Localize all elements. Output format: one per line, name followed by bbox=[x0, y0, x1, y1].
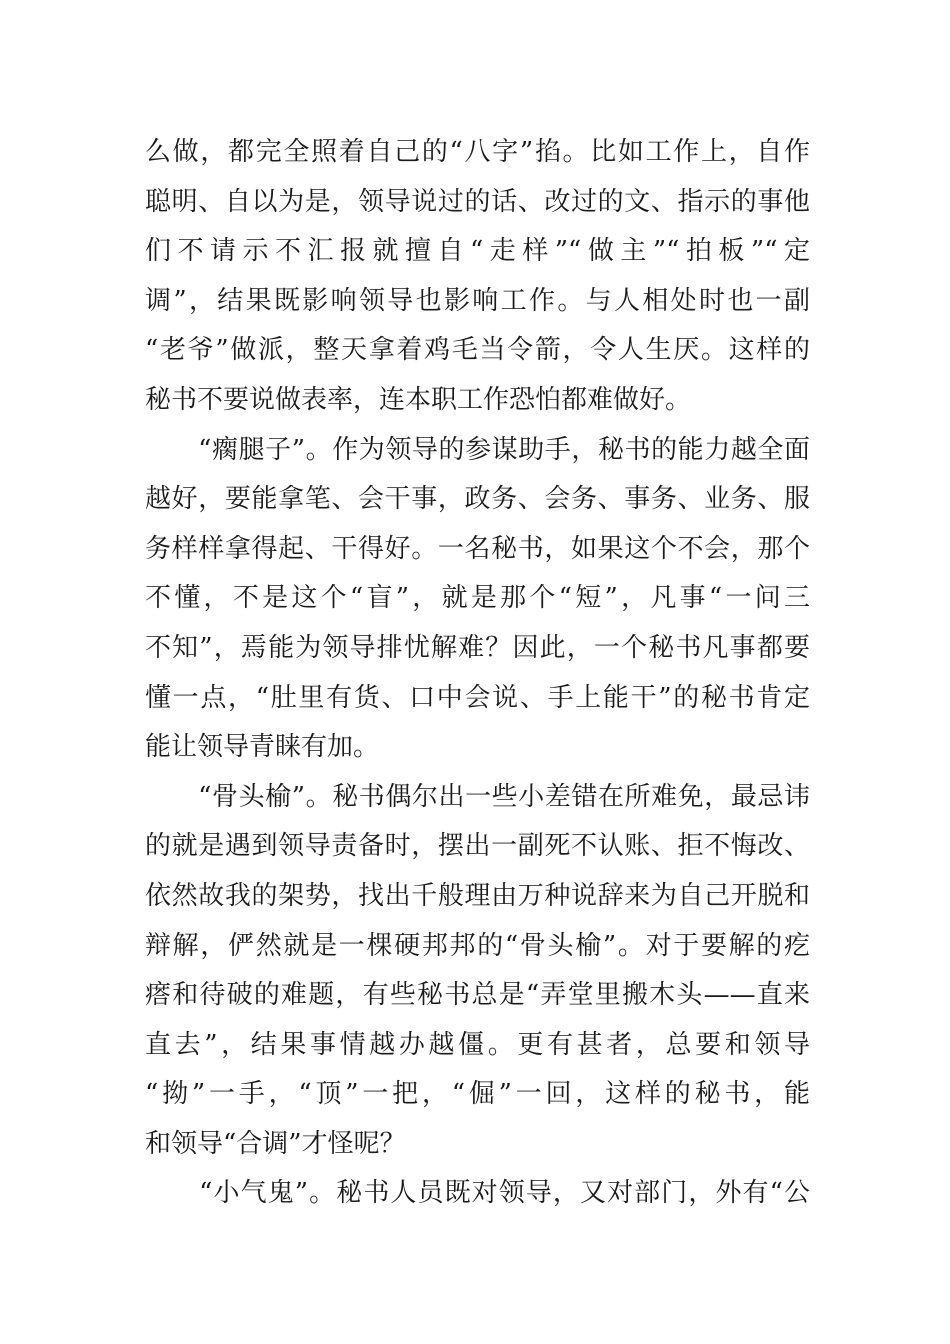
text-line: 瘩和待破的难题，有些秘书总是“弄堂里搬木头——直来 bbox=[145, 980, 810, 1011]
text-line: “小气鬼”。秘书人员既对领导，又对部门，外有“公 bbox=[145, 1178, 810, 1209]
text-line: 务样样拿得起、干得好。一名秘书，如果这个不会，那个 bbox=[145, 533, 810, 564]
text-line: 不知”，焉能为领导排忧解难？因此，一个秘书凡事都要 bbox=[145, 632, 810, 663]
text-line: 依然故我的架势，找出千般理由万种说辞来为自己开脱和 bbox=[145, 880, 810, 911]
text-line: “拗”一手，“顶”一把，“倔”一回，这样的秘书，能 bbox=[145, 1079, 810, 1110]
body-text bbox=[145, 128, 810, 1219]
text-line: 不懂，不是这个“盲”，就是那个“短”，凡事“一问三 bbox=[145, 583, 810, 614]
text-line: 辩解，俨然就是一棵硬邦邦的“骨头榆”。对于要解的疙 bbox=[145, 930, 810, 961]
text-line: “老爷”做派，整天拿着鸡毛当令箭，令人生厌。这样的 bbox=[145, 335, 810, 366]
text-line: 和领导“合调”才怪呢？ bbox=[145, 1128, 406, 1159]
text-line: 调”，结果既影响领导也影响工作。与人相处时也一副 bbox=[145, 285, 810, 316]
text-line: 们不请示不汇报就擅自“走样”“做主”“拍板”“定 bbox=[145, 236, 810, 267]
text-line: 么做，都完全照着自己的“八字”掐。比如工作上，自作 bbox=[145, 137, 810, 167]
text-line: 聪明、自以为是，领导说过的话、改过的文、指示的事他 bbox=[145, 186, 810, 217]
text-line: 直去”，结果事情越办越僵。更有甚者，总要和领导 bbox=[145, 1029, 810, 1060]
text-line: 懂一点，“肚里有货、口中会说、手上能干”的秘书肯定 bbox=[145, 682, 810, 713]
text-line: 越好，要能拿笔、会干事，政务、会务、事务、业务、服 bbox=[145, 484, 810, 515]
text-line: “骨头榆”。秘书偶尔出一些小差错在所难免，最忌讳 bbox=[145, 781, 810, 812]
text-line: 能让领导青睐有加。 bbox=[145, 732, 380, 763]
text-line: “瘸腿子”。作为领导的参谋助手，秘书的能力越全面 bbox=[145, 434, 810, 465]
text-line: 秘书不要说做表率，连本职工作恐怕都难做好。 bbox=[145, 384, 692, 415]
text-line: 的就是遇到领导责备时，摆出一副死不认账、拒不悔改、 bbox=[145, 831, 810, 862]
